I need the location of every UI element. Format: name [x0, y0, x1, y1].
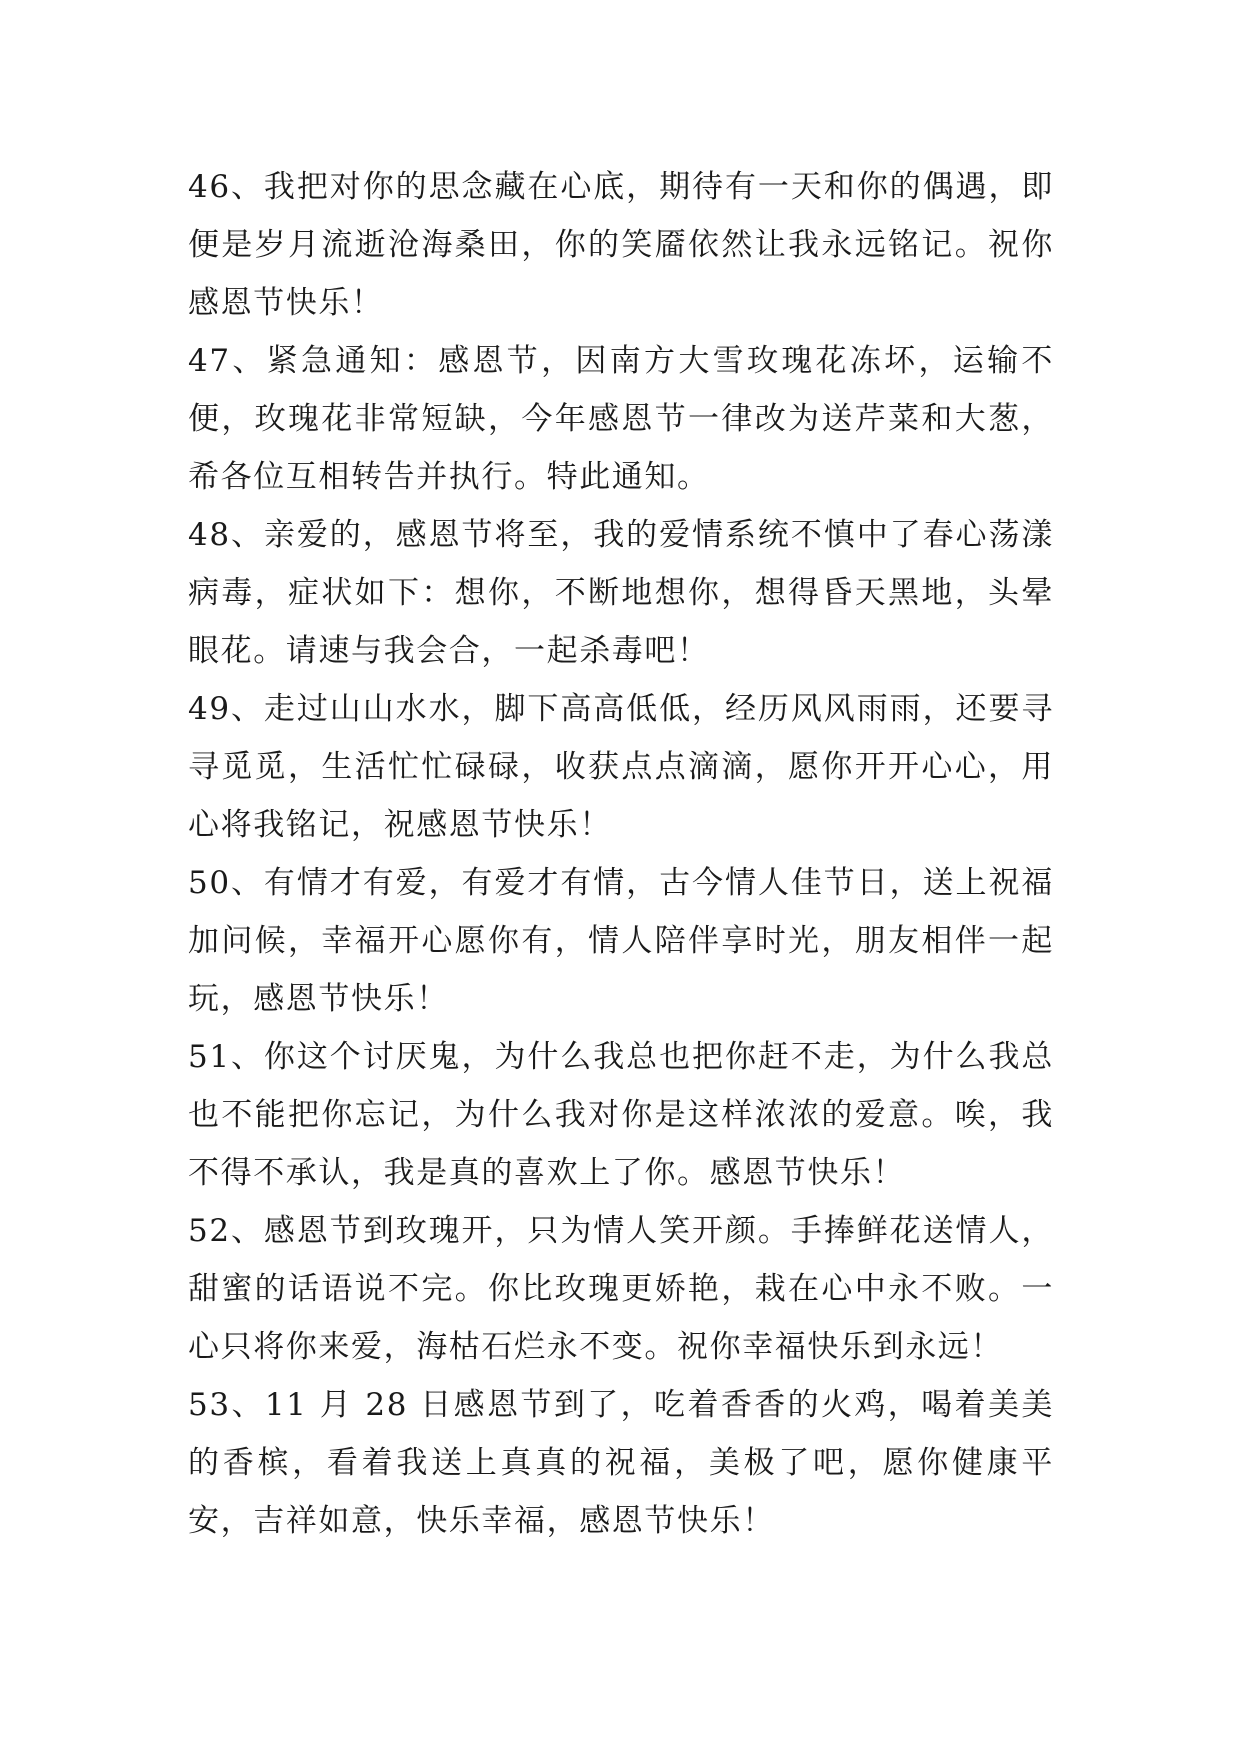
- paragraph-51: 51、你这个讨厌鬼，为什么我总也把你赶不走，为什么我总也不能把你忘记，为什么我对你是这样浓浓的爱意。唉，我不得不承认，我是真的喜欢上了你。感恩节快乐！: [188, 1039, 1054, 1191]
- paragraph-48: 48、亲爱的，感恩节将至，我的爱情系统不慎中了春心荡漾病毒，症状如下：想你，不断地想你，想得昏天黑地，头晕眼花。请速与我会合，一起杀毒吧！: [188, 517, 1054, 669]
- paragraph-46: 46、我把对你的思念藏在心底，期待有一天和你的偶遇，即便是岁月流逝沧海桑田，你的笑靥依然让我永远铭记。祝你感恩节快乐！: [188, 169, 1054, 321]
- paragraph-52: 52、感恩节到玫瑰开，只为情人笑开颜。手捧鲜花送情人，甜蜜的话语说不完。你比玫瑰更娇艳，栽在心中永不败。一心只将你来爱，海枯石烂永不变。祝你幸福快乐到永远！: [188, 1213, 1054, 1365]
- paragraph-47: 47、紧急通知：感恩节，因南方大雪玫瑰花冻坏，运输不便，玫瑰花非常短缺，今年感恩节一律改为送芹菜和大葱，希各位互相转告并执行。特此通知。: [188, 343, 1054, 495]
- paragraph-49: 49、走过山山水水，脚下高高低低，经历风风雨雨，还要寻寻觅觅，生活忙忙碌碌，收获点点滴滴，愿你开开心心，用心将我铭记，祝感恩节快乐！: [188, 691, 1054, 843]
- document-body: [188, 158, 1054, 1550]
- paragraph-50: 50、有情才有爱，有爱才有情，古今情人佳节日，送上祝福加问候，幸福开心愿你有，情人陪伴享时光，朋友相伴一起玩，感恩节快乐！: [188, 865, 1054, 1017]
- paragraph-53: 53、11 月 28 日感恩节到了，吃着香香的火鸡，喝着美美的香槟，看着我送上真真的祝福，美极了吧，愿你健康平安，吉祥如意，快乐幸福，感恩节快乐！: [188, 1387, 1054, 1539]
